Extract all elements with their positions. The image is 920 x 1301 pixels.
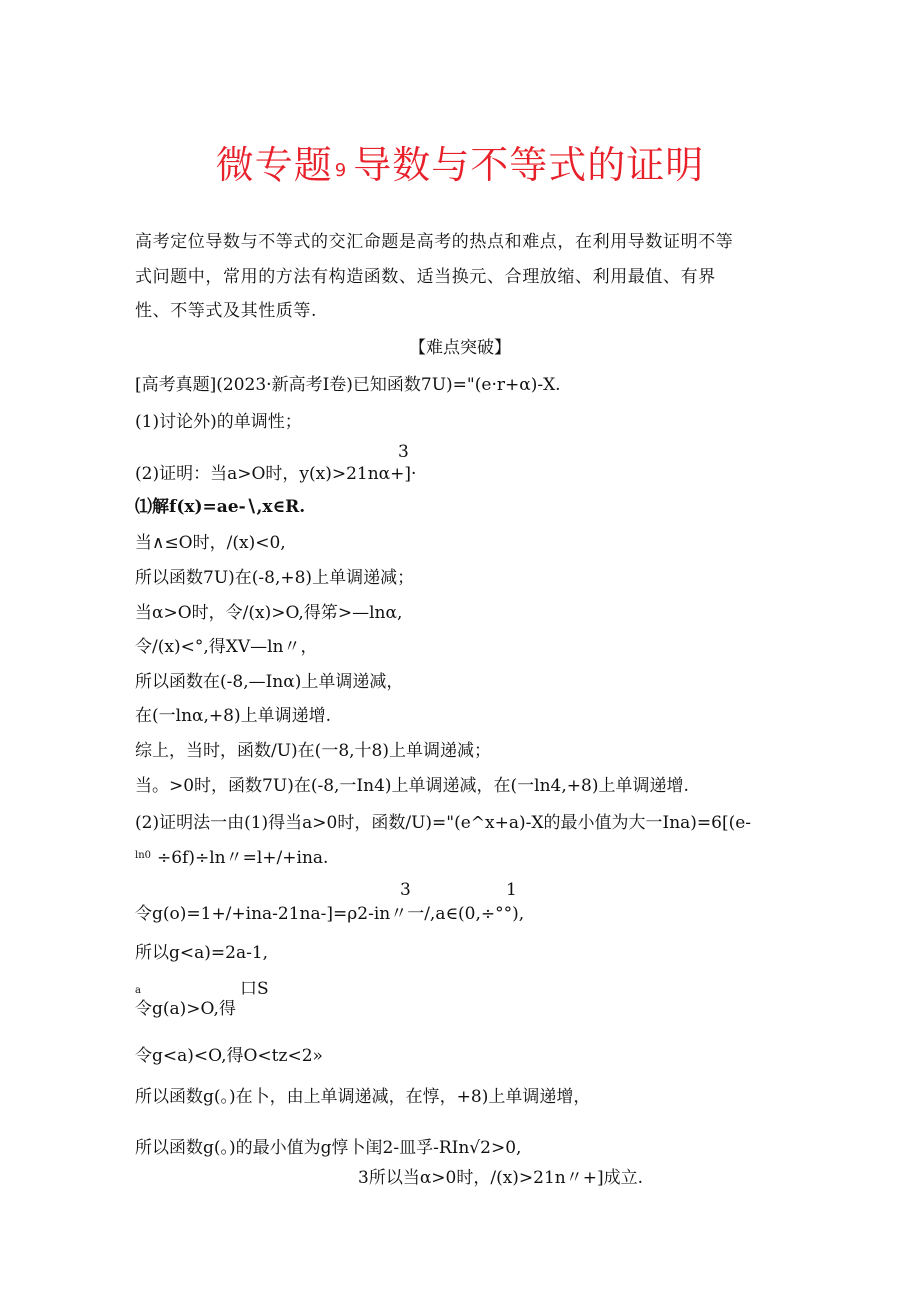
solution-line-5: 令/(x)<°,得XV—ln〃， [135, 637, 318, 657]
solution-line-6: 所以函数在(-8,—Inα)上单调递减， [135, 672, 404, 692]
line-12-superscript-b: 1 [506, 880, 517, 900]
section-heading: 【难点突破】 [409, 338, 511, 358]
solution-line-19: 3所以当α>0时，/(x)>21n〃+]成立. [358, 1168, 644, 1188]
problem-part-2: (2)证明：当a>O时，y(x)>21nα+]· [135, 464, 417, 484]
line-12-superscript-a: 3 [400, 880, 411, 900]
solution-line-10: (2)证明法一由(1)得当a>0时，函数/U)="(e^x+a)-X的最小值为大一Ina)=6[(e- [135, 813, 752, 833]
part-2-superscript: 3 [398, 442, 409, 462]
solution-line-17: 所以函数g(。)在卜，由上单调递减，在惇，+8)上单调递增， [135, 1087, 591, 1107]
solution-line-9: 当。>0时，函数7U)在(-8,一In4)上单调递减，在(一ln4,+8)上单调递增. [135, 776, 689, 796]
solution-line-3: 所以函数7U)在(-8,+8)上单调递减； [135, 568, 415, 588]
solution-line-2: 当∧≤O时，/(x)<0, [135, 533, 286, 553]
solution-line-11: ÷6f)÷ln〃=l+/+ina. [157, 848, 329, 868]
solution-line-12: 令g(o)=1+/+ina-21na-]=ρ2-in〃一/,a∈(0,÷°°), [135, 904, 525, 924]
problem-source: [高考真题](2023·新高考Ⅰ卷)已知函数7U)="(e·r+α)-X. [135, 375, 561, 395]
solution-line-18: 所以函数g(。)的最小值为g惇卜闺2-皿孚-RIn√2>0, [135, 1138, 522, 1158]
solution-line-1: ⑴解f(x)=ae-∖,x∈R. [135, 497, 306, 517]
solution-line-8: 综上，当时，函数/U)在(一8,十8)上单调递减； [135, 741, 491, 761]
solution-line-7: 在(一lnα,+8)上单调递增. [135, 706, 331, 726]
solution-line-16: 令g<a)<O,得O<tz<2» [135, 1046, 323, 1066]
solution-line-14-prefix: a [135, 985, 141, 996]
problem-part-1: (1)讨论外)的单调性； [135, 412, 302, 432]
solution-line-15: 令g(a)>O,得 [135, 999, 236, 1019]
solution-line-13: 所以g<a)=2a-1, [135, 943, 269, 963]
solution-line-11-prefix: ln0 [135, 850, 152, 861]
intro-line-2: 式问题中，常用的方法有构造函数、适当换元、合理放缩、利用最值、有界 [135, 267, 716, 287]
page-title: 微专题 9 导数与不等式的证明 [215, 143, 705, 187]
intro-line-3: 性、不等式及其性质等. [135, 301, 318, 321]
solution-line-4: 当α>O时，令/(x)>O,得笫>—lnα, [135, 603, 403, 623]
solution-line-14-annotation: 口S [240, 979, 269, 999]
intro-line-1: 高考定位导数与不等式的交汇命题是高考的热点和难点，在利用导数证明不等 [135, 232, 734, 252]
